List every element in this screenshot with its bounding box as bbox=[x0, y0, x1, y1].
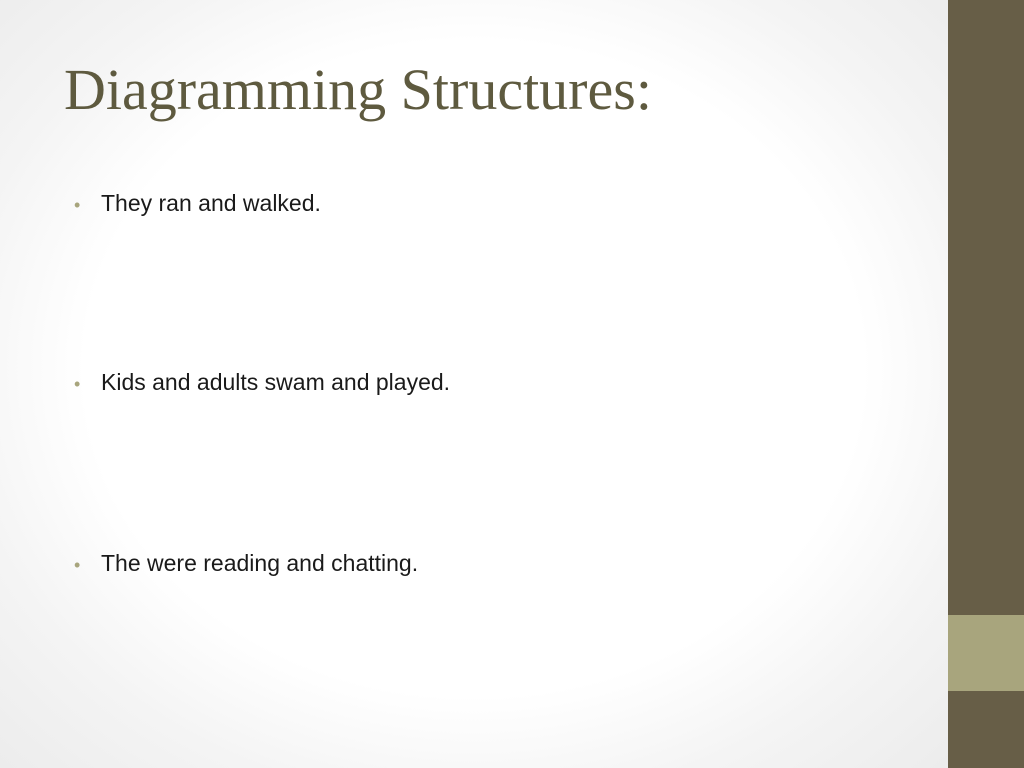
bullet-item bbox=[74, 190, 321, 217]
bullet-item bbox=[74, 550, 418, 577]
bullet-icon: • bbox=[74, 555, 81, 575]
bullet-icon: • bbox=[74, 195, 81, 215]
decorative-sidebar-accent bbox=[948, 615, 1024, 691]
bullet-text: The were reading and chatting. bbox=[101, 550, 419, 576]
bullet-text: They ran and walked. bbox=[101, 190, 321, 216]
slide-title: Diagramming Structures: bbox=[64, 57, 652, 122]
bullet-icon: • bbox=[74, 374, 81, 394]
bullet-text: Kids and adults swam and played. bbox=[101, 369, 451, 395]
bullet-item bbox=[74, 369, 450, 396]
